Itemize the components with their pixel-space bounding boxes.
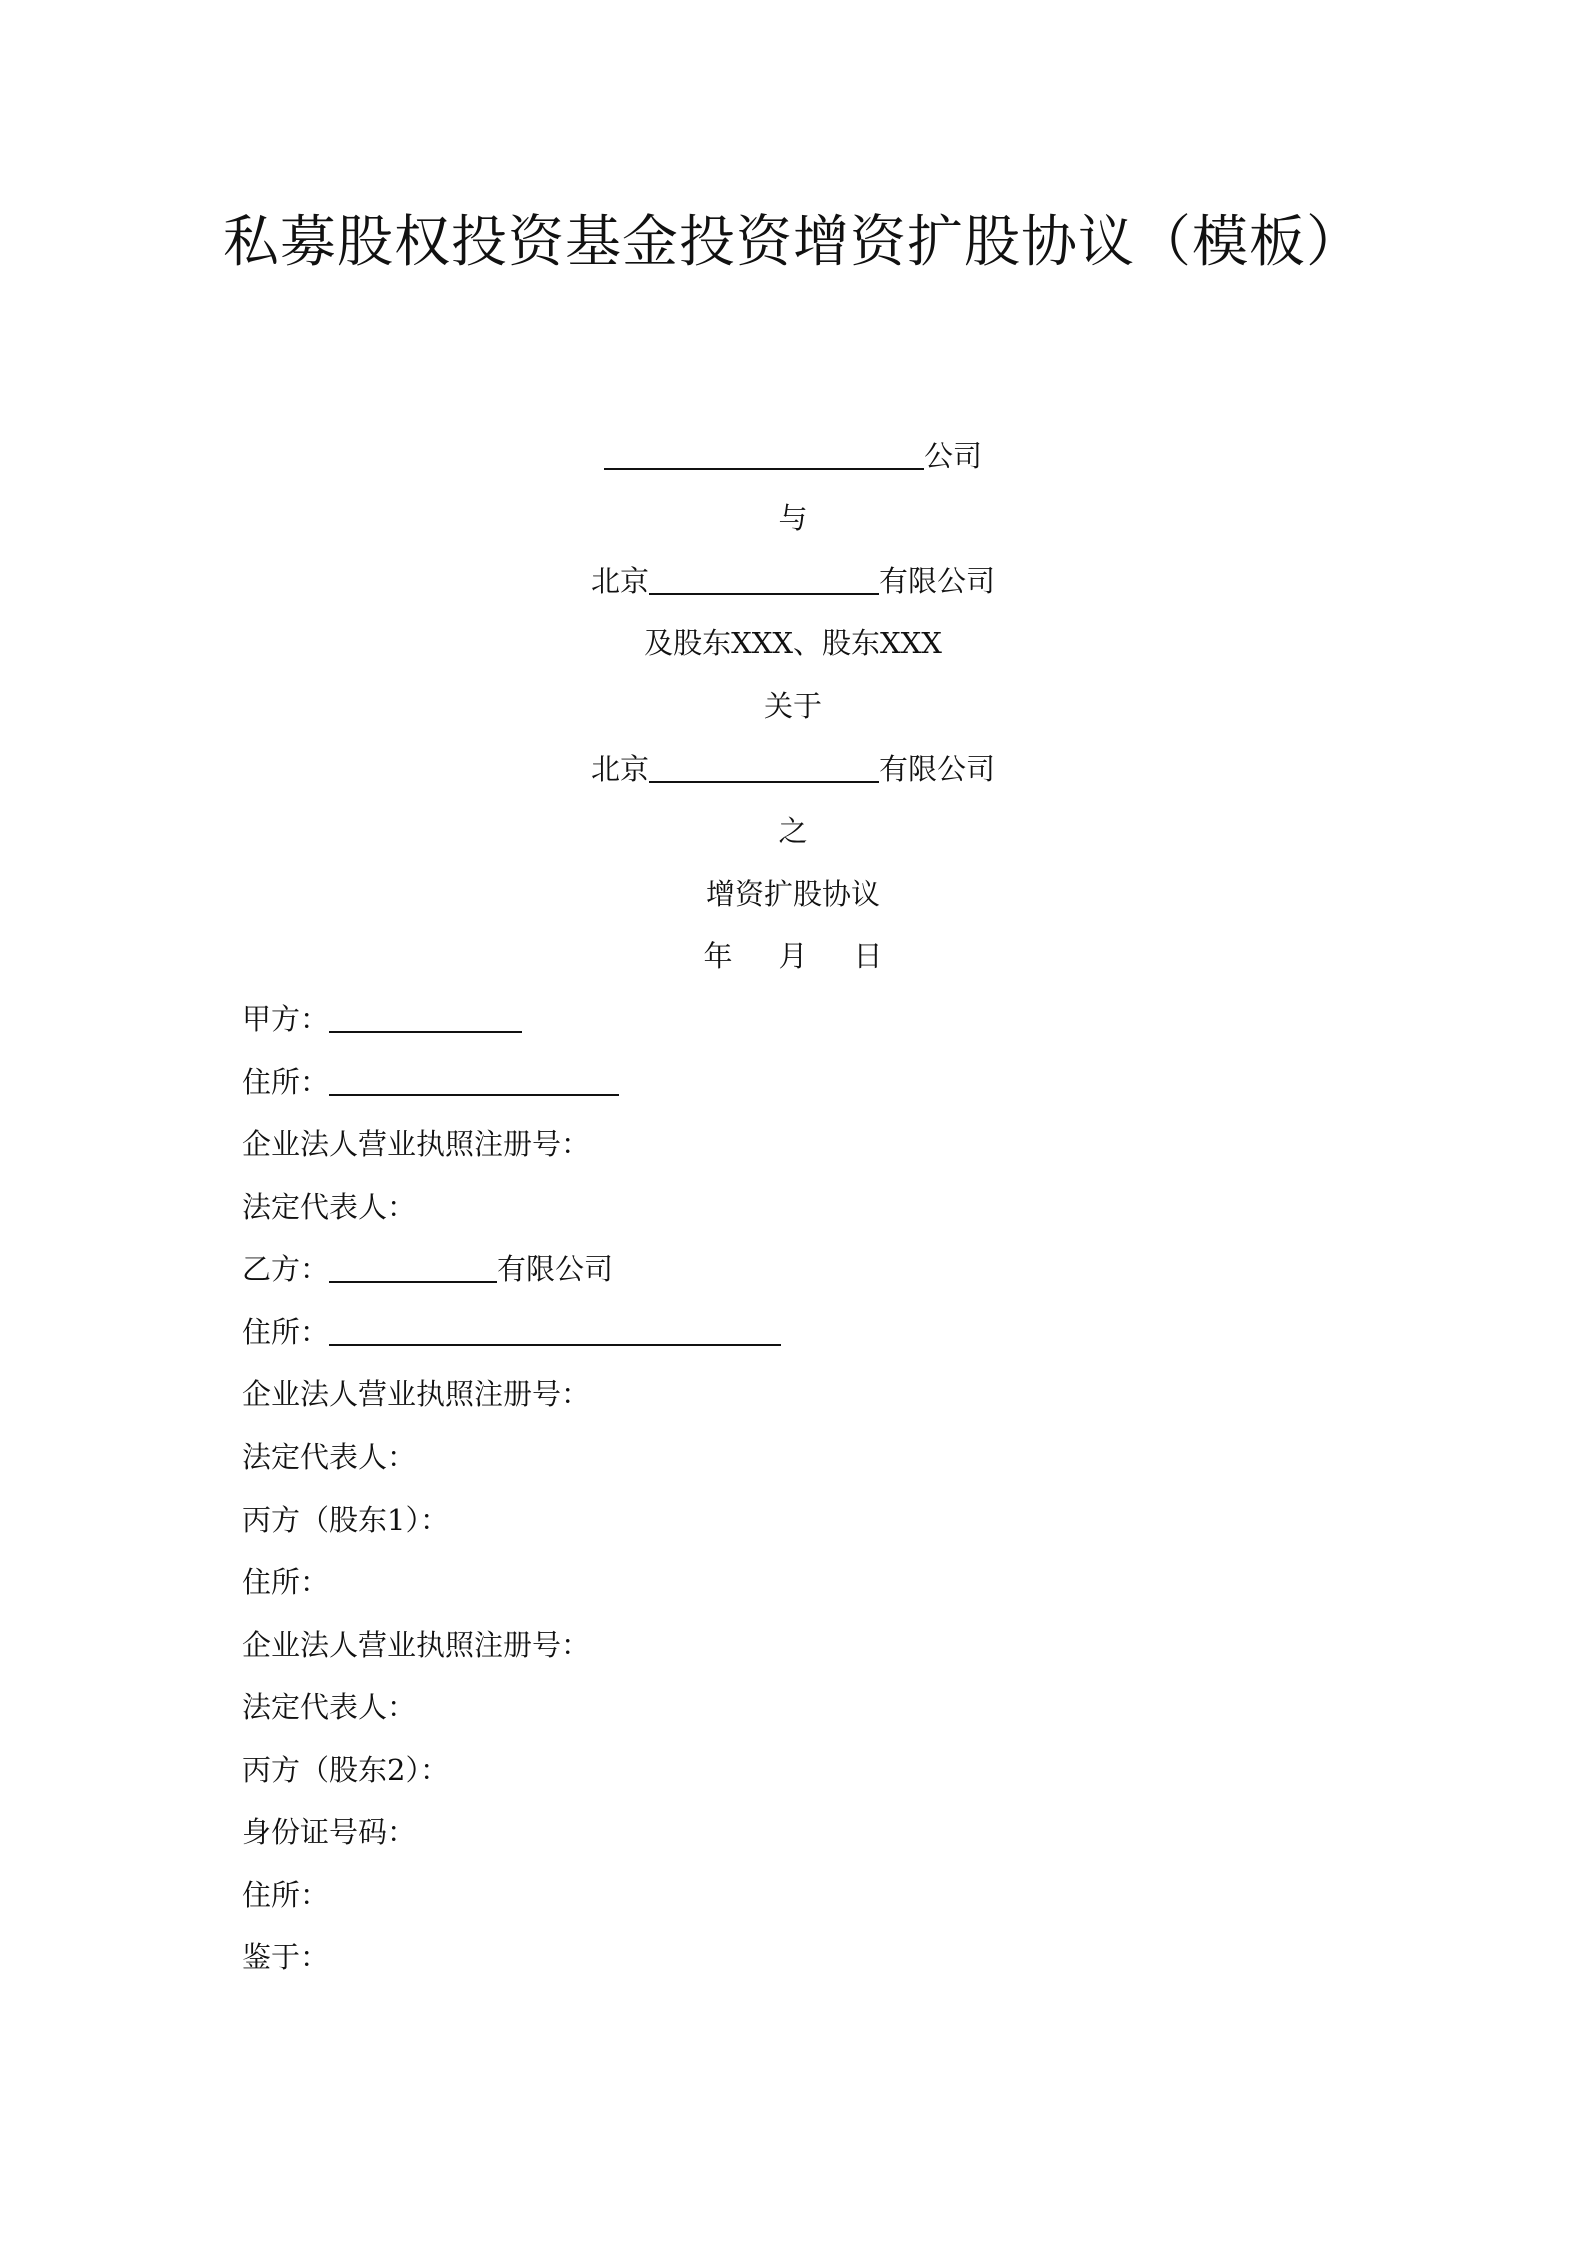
party-a-license-label: 企业法人营业执照注册号： [242,1127,591,1161]
subject-company-prefix: 北京 [590,752,649,786]
party-c1-rep-label: 法定代表人： [242,1690,417,1724]
subject-company-name-blank [649,751,879,783]
date-year: 年 [703,939,733,973]
target-company-name-blank [649,563,879,595]
target-company-suffix: 有限公司 [879,564,996,598]
target-company-prefix: 北京 [590,564,649,598]
about-line: 关于 [763,689,822,723]
party-a-blank [329,1001,522,1033]
party-b-rep-label: 法定代表人： [242,1440,417,1474]
party-b-suffix: 有限公司 [497,1252,614,1286]
target-company-line [0,561,1586,601]
party-b-line [242,1249,613,1289]
date-day: 日 [853,939,883,973]
party-b-address-line [242,1312,781,1352]
party-a-address-blank [329,1064,619,1096]
party-c1-license-label: 企业法人营业执照注册号： [242,1628,591,1662]
party-b-label: 乙方： [242,1252,330,1286]
party-a-address-label: 住所： [242,1065,330,1099]
party-a-address-line [242,1062,619,1102]
agreement-name-line: 增资扩股协议 [705,877,880,911]
party-a-rep-label: 法定代表人： [242,1190,417,1224]
party-c1-label: 丙方（股东1）： [242,1503,449,1537]
party-c1-address-label: 住所： [242,1565,330,1599]
party-a-company-suffix: 公司 [923,439,982,473]
party-b-license-label: 企业法人营业执照注册号： [242,1377,591,1411]
date-line [0,936,1586,976]
subject-company-suffix: 有限公司 [879,752,996,786]
party-b-address-blank [329,1314,781,1346]
conjunction-with: 与 [778,501,808,535]
document-title: 私募股权投资基金投资增资扩股协议（模板） [223,210,1363,275]
of-line: 之 [778,814,808,848]
party-b-address-label: 住所： [242,1315,330,1349]
party-a-name-blank [604,438,924,470]
party-b-blank [329,1251,497,1283]
date-month: 月 [778,939,808,973]
party-a-label: 甲方： [242,1002,330,1036]
party-c2-id-label: 身份证号码： [242,1815,417,1849]
party-a-company-line [0,436,1586,476]
subject-company-line [0,749,1586,789]
party-c2-address-label: 住所： [242,1878,330,1912]
shareholders-line: 及股东XXX、股东XXX [644,626,942,660]
party-a-line [242,999,522,1039]
party-c2-label: 丙方（股东2）： [242,1753,449,1787]
whereas-label: 鉴于： [242,1940,330,1974]
